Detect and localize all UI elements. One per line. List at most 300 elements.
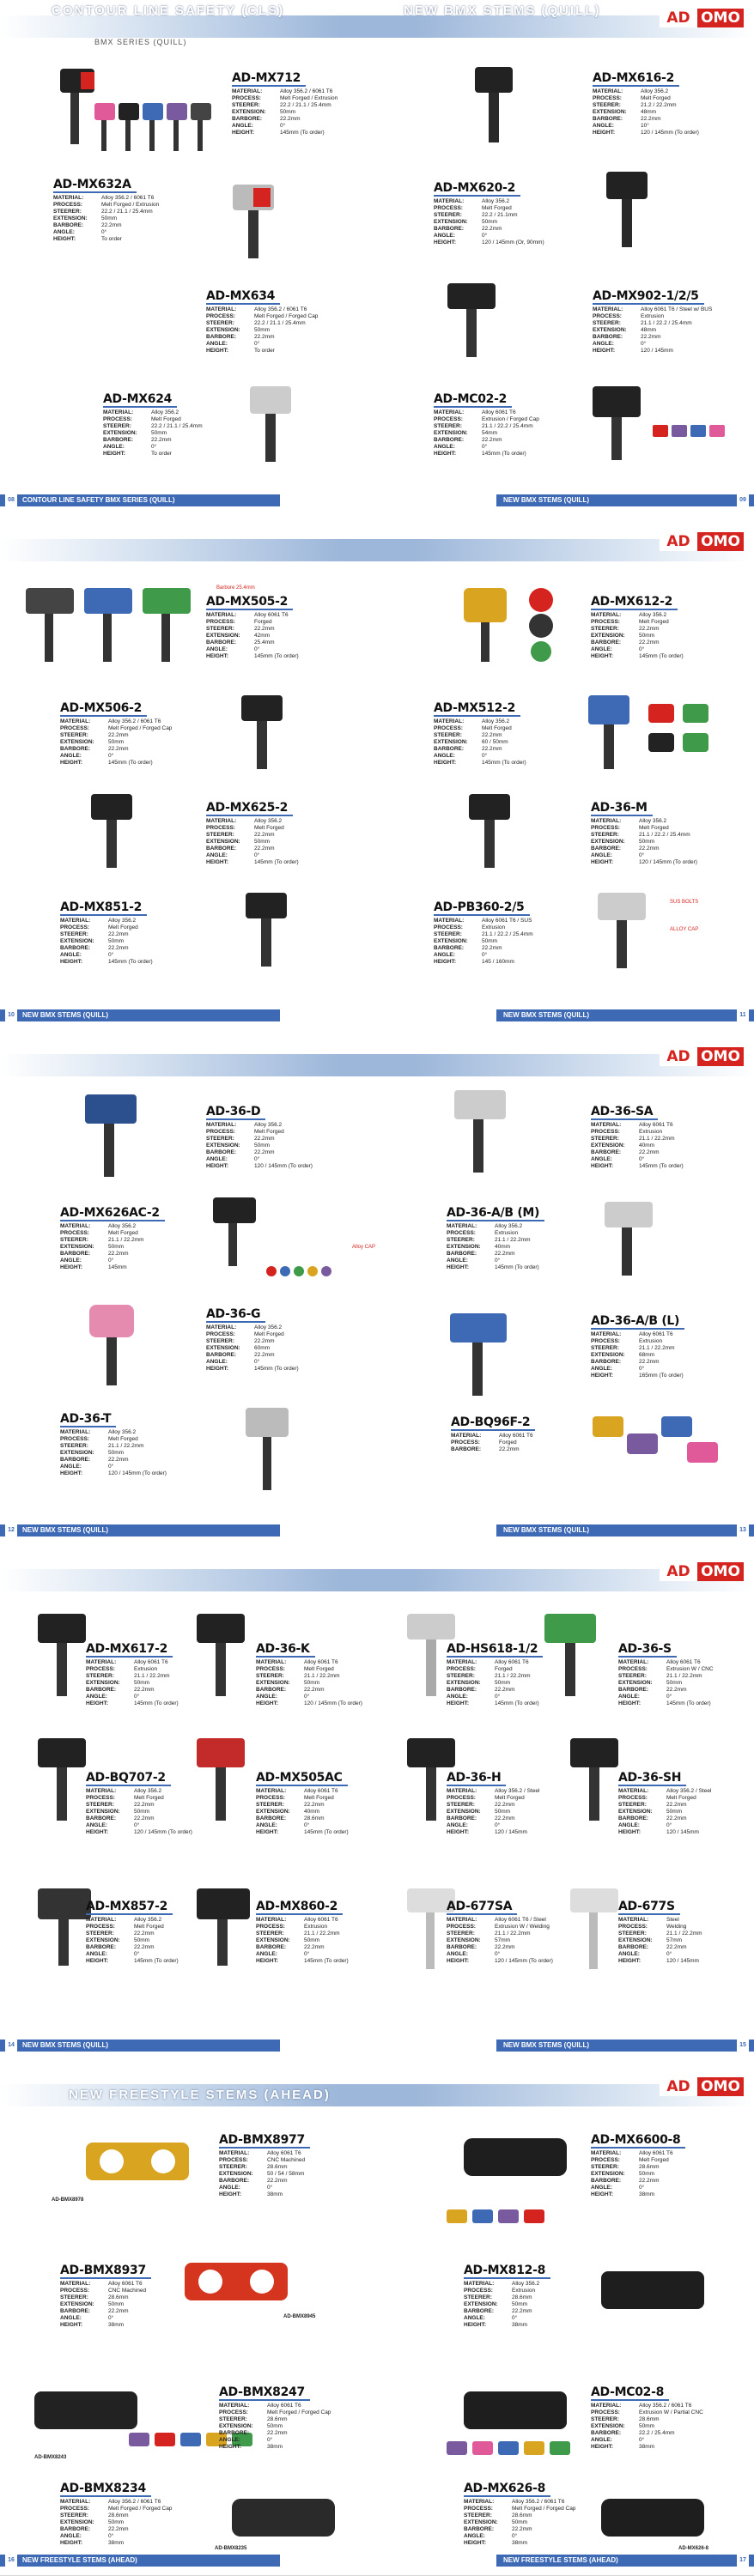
- product-code: AD-36-D: [206, 1105, 265, 1120]
- product-ad-36-h: [447, 1770, 539, 1836]
- spec-row: [447, 1694, 539, 1700]
- spec-row: [256, 1829, 349, 1836]
- spec-value: Melt Forged: [134, 1795, 164, 1801]
- spec-row: [206, 612, 299, 619]
- header-bar: [0, 539, 754, 561]
- spec-list: [86, 1917, 179, 1965]
- spec-value: 0°: [134, 1951, 140, 1957]
- spec-row: [86, 1795, 192, 1802]
- spec-key: HEIGHT:: [60, 2540, 82, 2546]
- spec-key: HEIGHT:: [591, 1373, 613, 1379]
- footer-right: NEW BMX STEMS (QUILL) 11: [496, 1009, 754, 1021]
- spec-value: 50mm: [639, 2423, 655, 2429]
- spec-key: BARBORE:: [86, 1815, 117, 1821]
- product-ad-36-ab-m: [447, 1205, 544, 1271]
- spec-row: [618, 1795, 711, 1802]
- spec-row: [618, 1951, 702, 1958]
- spec-value: Melt Forged: [108, 924, 138, 930]
- stem-image-bq96f: [593, 1408, 721, 1476]
- spec-key: STEERER:: [103, 423, 131, 429]
- spec-row: [86, 1829, 192, 1836]
- product-code: AD-36-T: [60, 1412, 116, 1427]
- spec-key: BARBORE:: [206, 846, 237, 852]
- spec-value: 22.2mm: [134, 1815, 155, 1821]
- spec-row: [206, 626, 299, 633]
- spec-value: Steel: [666, 1917, 679, 1923]
- spec-row: [206, 846, 299, 852]
- spec-value: 22.2mm: [495, 1802, 515, 1808]
- spec-row: [86, 1802, 192, 1809]
- product-ad-36-m: [591, 800, 697, 866]
- spec-value: 50mm: [134, 1937, 150, 1943]
- spec-row: [86, 1666, 179, 1673]
- spec-row: [86, 1924, 179, 1930]
- spec-key: ANGLE:: [86, 1951, 107, 1957]
- spec-row: [60, 2315, 146, 2322]
- spec-row: [219, 2409, 331, 2416]
- spec-list: [464, 2281, 539, 2329]
- spec-value: Alloy 6061 T6: [267, 2403, 301, 2409]
- spec-key: STEERER:: [86, 1802, 114, 1808]
- spec-value: Alloy 356.2 / 6061 T6: [101, 195, 155, 201]
- spec-list: [434, 718, 526, 767]
- spec-row: [206, 653, 299, 660]
- spec-value: 22.2mm: [666, 1802, 687, 1808]
- spec-row: [60, 2499, 172, 2506]
- spec-row: [591, 646, 684, 653]
- spec-key: BARBORE:: [60, 945, 91, 951]
- spec-value: Alloy 356.2: [639, 818, 667, 824]
- spec-key: BARBORE:: [219, 2178, 250, 2184]
- stem-image-bmx8234: [232, 2494, 344, 2549]
- spec-row: [591, 1338, 684, 1345]
- spec-row: [618, 1809, 711, 1815]
- spec-value: 28.6mm: [267, 2164, 288, 2170]
- spec-key: PROCESS:: [256, 1666, 285, 1672]
- spec-row: [464, 2540, 575, 2547]
- spec-key: BARBORE:: [206, 334, 237, 340]
- stem-image-36d: [82, 1094, 150, 1180]
- spec-value: CNC Machined: [267, 2157, 306, 2163]
- spec-value: 22.2mm: [639, 1149, 660, 1155]
- spec-row: [60, 2281, 146, 2288]
- product-ad-mc02-8: [591, 2385, 703, 2451]
- spec-value: 145mm (To order): [482, 451, 526, 457]
- spec-row: [86, 1937, 179, 1944]
- spec-key: STEERER:: [447, 1930, 475, 1937]
- image-label-bmx8243: AD-BMX8243: [34, 2455, 67, 2460]
- stem-image-mx624: [245, 386, 296, 464]
- spec-row: [60, 1237, 144, 1244]
- stem-image-mx626-8: [601, 2494, 713, 2549]
- spec-value: 0°: [639, 646, 645, 652]
- spec-row: [60, 2322, 146, 2329]
- spec-row: [86, 1944, 179, 1951]
- spec-value: Melt Forged / Forged Cap: [108, 725, 173, 731]
- product-ad-mx712: [232, 70, 337, 136]
- spec-list: [618, 1917, 702, 1965]
- spec-list: [60, 1223, 144, 1271]
- spec-key: STEERER:: [86, 1673, 114, 1679]
- spec-value: 120 / 145mm (To order): [641, 130, 699, 136]
- spec-row: [464, 2519, 575, 2526]
- spec-row: [593, 116, 699, 123]
- spec-value: 145mm (To order): [254, 653, 299, 659]
- spec-row: [434, 739, 526, 746]
- spec-value: 22.2mm: [267, 2430, 288, 2436]
- spec-value: 21.1 / 22.2mm: [639, 1136, 675, 1142]
- spec-list: [60, 718, 172, 767]
- spec-key: ANGLE:: [256, 1822, 277, 1828]
- spec-row: [256, 1788, 349, 1795]
- brand-logo: AD OMO: [660, 1047, 744, 1068]
- spec-key: STEERER:: [206, 626, 234, 632]
- spec-row: [591, 1136, 684, 1143]
- spec-row: [618, 1958, 702, 1965]
- spec-key: EXTENSION:: [591, 839, 625, 845]
- spec-value: 22.2mm: [482, 732, 502, 738]
- spec-row: [447, 1223, 539, 1230]
- spec-row: [591, 2171, 673, 2178]
- spec-row: [256, 1951, 349, 1958]
- spec-key: EXTENSION:: [206, 839, 240, 845]
- spec-row: [60, 2512, 172, 2519]
- product-ad-mx6600-8: [591, 2132, 685, 2198]
- section-title-left: CONTOUR LINE SAFETY (CLS): [52, 3, 285, 18]
- spec-key: BARBORE:: [206, 639, 237, 646]
- spec-key: HEIGHT:: [591, 2191, 613, 2197]
- spec-value: Alloy 6061 T6: [639, 1122, 673, 1128]
- spec-value: 145mm (To order): [134, 1958, 179, 1964]
- spec-row: [464, 2308, 539, 2315]
- spec-key: ANGLE:: [593, 123, 614, 129]
- spec-value: 38mm: [267, 2444, 283, 2450]
- spec-key: MATERIAL:: [53, 195, 84, 201]
- spec-key: HEIGHT:: [618, 1700, 641, 1706]
- spec-key: EXTENSION:: [60, 739, 94, 745]
- spec-key: STEERER:: [60, 1443, 88, 1449]
- spec-row: [464, 2322, 539, 2329]
- product-code: AD-BQ96F-2: [451, 1415, 535, 1431]
- stem-image-mx6600: [464, 2133, 575, 2193]
- spec-value: 145mm (To order): [254, 859, 299, 865]
- spec-key: ANGLE:: [60, 952, 82, 958]
- spec-row: [86, 1788, 192, 1795]
- spec-row: [219, 2178, 305, 2185]
- spec-value: 21.1 / 22.2 / 25.4mm: [641, 320, 692, 326]
- product-code: AD-MX512-2: [434, 701, 520, 717]
- product-code: AD-BMX8234: [60, 2482, 151, 2497]
- spec-list: [434, 409, 539, 458]
- header-bar: [0, 1054, 754, 1076]
- spec-value: 120 / 145mm (To order): [134, 1829, 192, 1835]
- spec-row: [256, 1809, 349, 1815]
- spec-key: MATERIAL:: [86, 1788, 117, 1794]
- spec-key: STEERER:: [206, 1338, 234, 1344]
- spec-list: [60, 918, 153, 966]
- catalog-spread-3: [0, 1030, 754, 1546]
- spec-key: BARBORE:: [232, 116, 263, 122]
- spec-key: EXTENSION:: [256, 1680, 290, 1686]
- spec-row: [256, 1930, 349, 1937]
- spec-value: Melt Forged / Extrusion: [280, 95, 338, 101]
- stem-image-mx812: [601, 2266, 713, 2326]
- spec-row: [256, 1680, 362, 1687]
- spec-key: BARBORE:: [591, 1359, 622, 1365]
- spec-key: HEIGHT:: [447, 1700, 469, 1706]
- spec-key: ANGLE:: [447, 1694, 468, 1700]
- spec-row: [60, 2540, 172, 2547]
- spec-value: 21.1 / 22.2 / 25.4mm: [482, 423, 533, 429]
- spec-key: HEIGHT:: [591, 1163, 613, 1169]
- header-bar: [0, 15, 754, 38]
- spec-row: [219, 2185, 305, 2191]
- product-code: AD-36-SA: [591, 1105, 658, 1120]
- product-code: AD-MX860-2: [256, 1900, 343, 1915]
- spec-value: 22.2mm: [495, 1251, 515, 1257]
- spec-key: HEIGHT:: [464, 2540, 486, 2546]
- spec-key: ANGLE:: [86, 1694, 107, 1700]
- spec-key: BARBORE:: [593, 116, 623, 122]
- spec-value: 28.6mm: [108, 2294, 129, 2300]
- product-code: AD-MX626AC-2: [60, 1206, 165, 1221]
- spec-row: [60, 732, 172, 739]
- spec-value: 145mm (To order): [495, 1700, 539, 1706]
- spec-row: [434, 732, 526, 739]
- spec-row: [434, 959, 533, 966]
- product-code: AD-BMX8977: [219, 2133, 310, 2149]
- spec-row: [256, 1795, 349, 1802]
- spec-row: [434, 760, 526, 767]
- spec-key: BARBORE:: [591, 2430, 622, 2436]
- spec-value: Alloy 6061 T6: [499, 1433, 533, 1439]
- spec-key: ANGLE:: [464, 2315, 485, 2321]
- product-code: AD-MX616-2: [593, 71, 679, 87]
- spec-row: [60, 1264, 144, 1271]
- spec-value: Melt Forged: [151, 416, 181, 422]
- spec-row: [434, 205, 544, 212]
- spec-key: STEERER:: [60, 732, 88, 738]
- spec-row: [593, 327, 712, 334]
- spec-row: [447, 1924, 553, 1930]
- spec-value: 22.2mm: [134, 1687, 155, 1693]
- spec-row: [434, 430, 539, 437]
- spec-row: [618, 1924, 702, 1930]
- spec-key: MATERIAL:: [206, 306, 237, 312]
- spec-key: PROCESS:: [60, 2288, 89, 2294]
- spec-key: MATERIAL:: [60, 718, 91, 724]
- spec-row: [53, 195, 159, 202]
- spec-row: [219, 2444, 331, 2451]
- spec-value: Alloy 356.2 / 6061 T6: [108, 718, 161, 724]
- spec-value: Alloy 6061 T6: [304, 1659, 338, 1665]
- image-label-bmx8235: AD-BMX8235: [215, 2546, 247, 2551]
- spec-key: HEIGHT:: [86, 1958, 108, 1964]
- spec-row: [256, 1694, 362, 1700]
- spec-key: PROCESS:: [60, 924, 89, 930]
- spec-value: 22.2mm: [482, 226, 502, 232]
- spec-list: [451, 1433, 533, 1453]
- stem-image-bmx8977: [86, 2137, 198, 2197]
- product-ad-36-sh: [618, 1770, 711, 1836]
- spec-value: 50mm: [639, 2171, 655, 2177]
- product-ad-bmx8234: [60, 2481, 172, 2547]
- spec-row: [464, 2499, 575, 2506]
- spec-row: [206, 1352, 299, 1359]
- spec-value: 0°: [108, 952, 114, 958]
- spec-row: [618, 1788, 711, 1795]
- spec-row: [86, 1700, 179, 1707]
- spec-key: MATERIAL:: [618, 1917, 649, 1923]
- spec-key: HEIGHT:: [447, 1264, 469, 1270]
- spec-value: 22.2mm: [254, 846, 275, 852]
- spec-key: EXTENSION:: [206, 327, 240, 333]
- spec-value: Melt Forged: [304, 1795, 334, 1801]
- spec-key: HEIGHT:: [434, 959, 456, 965]
- spec-value: Extrusion: [304, 1924, 328, 1930]
- spec-row: [60, 931, 153, 938]
- spec-list: [256, 1788, 349, 1836]
- spec-value: Melt Forged: [108, 1230, 138, 1236]
- spec-key: BARBORE:: [593, 334, 623, 340]
- spec-value: 50mm: [482, 219, 498, 225]
- spec-value: Alloy 356.2: [151, 409, 179, 415]
- spec-key: ANGLE:: [591, 646, 612, 652]
- spec-row: [103, 430, 203, 437]
- spec-value: 22.2mm: [254, 626, 275, 632]
- spec-value: 0°: [108, 2533, 114, 2539]
- spec-list: [206, 818, 299, 866]
- spec-value: 22.2 / 21.1 / 25.4mm: [151, 423, 203, 429]
- spec-value: 21.1 / 22.2mm: [666, 1930, 702, 1937]
- product-code: AD-MX617-2: [86, 1642, 173, 1658]
- spec-row: [103, 409, 203, 416]
- catalog-spread-4: [0, 1545, 754, 2061]
- spec-value: Extrusion: [641, 313, 665, 319]
- product-ad-pb360: [434, 900, 533, 966]
- spec-key: PROCESS:: [86, 1795, 115, 1801]
- note-alloy-cap: ALLOY CAP: [670, 927, 699, 932]
- spec-row: [591, 619, 684, 626]
- spec-row: [591, 2409, 703, 2416]
- spec-row: [60, 753, 172, 760]
- spec-key: MATERIAL:: [103, 409, 134, 415]
- spec-value: 50mm: [134, 1680, 150, 1686]
- spec-key: HEIGHT:: [206, 1366, 228, 1372]
- spec-row: [591, 1331, 684, 1338]
- spec-key: HEIGHT:: [434, 760, 456, 766]
- spec-value: 22.2 / 21.1 / 25.4mm: [101, 209, 153, 215]
- spec-key: ANGLE:: [60, 2315, 82, 2321]
- spec-key: BARBORE:: [464, 2308, 495, 2314]
- spec-key: HEIGHT:: [618, 1829, 641, 1835]
- spec-row: [434, 918, 533, 924]
- spec-value: Alloy 6061 T6: [108, 2281, 143, 2287]
- spec-value: 21.1 / 22.2mm: [495, 1237, 531, 1243]
- spec-row: [434, 718, 526, 725]
- spec-key: MATERIAL:: [219, 2150, 250, 2156]
- spec-row: [86, 1951, 179, 1958]
- spec-key: BARBORE:: [591, 846, 622, 852]
- spec-value: 28.6mm: [267, 2416, 288, 2422]
- spec-value: 0°: [280, 123, 286, 129]
- spec-value: Alloy 356.2: [254, 1324, 283, 1330]
- spec-row: [86, 1659, 179, 1666]
- stem-image-mx632a-colors: [94, 103, 215, 155]
- product-code: AD-MX851-2: [60, 900, 147, 916]
- spec-value: 50mm: [267, 2423, 283, 2429]
- product-code: AD-36-S: [618, 1642, 677, 1658]
- spec-row: [86, 1917, 179, 1924]
- spec-key: ANGLE:: [60, 1258, 82, 1264]
- stem-image-pb360: [593, 893, 661, 970]
- spec-key: ANGLE:: [447, 1951, 468, 1957]
- spec-value: 48mm: [641, 327, 657, 333]
- product-code: AD-MX712: [232, 71, 306, 87]
- spec-value: Alloy 356.2 / 6061 T6: [512, 2499, 565, 2505]
- spec-value: 0°: [254, 852, 260, 858]
- spec-row: [618, 1680, 714, 1687]
- spec-key: STEERER:: [206, 1136, 234, 1142]
- spec-value: 22.2mm: [641, 334, 661, 340]
- product-ad-mx506-2: [60, 700, 172, 767]
- product-ad-677s: [618, 1899, 702, 1965]
- spec-value: Melt Forged / Forged Cap: [512, 2506, 576, 2512]
- spec-value: 22.2mm: [639, 639, 660, 646]
- spec-key: BARBORE:: [103, 437, 134, 443]
- spec-value: 50mm: [108, 2301, 125, 2307]
- spec-value: Alloy 356.2: [134, 1788, 162, 1794]
- spec-row: [434, 233, 544, 239]
- spec-key: HEIGHT:: [618, 1958, 641, 1964]
- spec-value: 0°: [151, 444, 157, 450]
- spec-value: Extrusion W / CNC: [666, 1666, 714, 1672]
- spec-row: [451, 1440, 533, 1446]
- spec-row: [591, 818, 697, 825]
- product-code: AD-MX632A: [53, 178, 137, 193]
- spec-key: EXTENSION:: [447, 1244, 481, 1250]
- spec-key: BARBORE:: [256, 1815, 287, 1821]
- spec-value: 145mm: [108, 1264, 127, 1270]
- spec-row: [232, 102, 337, 109]
- spec-row: [219, 2437, 331, 2444]
- spec-key: STEERER:: [60, 2294, 88, 2300]
- spec-value: Extrusion: [639, 1338, 663, 1344]
- spec-key: PROCESS:: [593, 95, 622, 101]
- product-ad-mc02-2: [434, 391, 539, 458]
- spec-row: [618, 1822, 711, 1829]
- spec-row: [447, 1951, 553, 1958]
- spec-key: EXTENSION:: [219, 2171, 253, 2177]
- spec-row: [447, 1917, 553, 1924]
- spec-key: PROCESS:: [53, 202, 82, 208]
- spec-row: [591, 639, 684, 646]
- spec-list: [591, 2150, 673, 2198]
- spec-row: [447, 1815, 539, 1822]
- spec-row: [593, 88, 699, 95]
- spec-key: PROCESS:: [206, 313, 235, 319]
- spec-list: [60, 2281, 146, 2329]
- spec-row: [103, 437, 203, 444]
- spec-value: Alloy 6061 T6: [639, 2150, 673, 2156]
- spec-key: ANGLE:: [206, 1156, 228, 1162]
- spec-key: BARBORE:: [60, 2526, 91, 2532]
- spec-row: [464, 2288, 539, 2294]
- spec-row: [591, 2191, 673, 2198]
- spec-key: MATERIAL:: [206, 612, 237, 618]
- spec-key: EXTENSION:: [464, 2519, 498, 2525]
- spec-key: EXTENSION:: [593, 109, 627, 115]
